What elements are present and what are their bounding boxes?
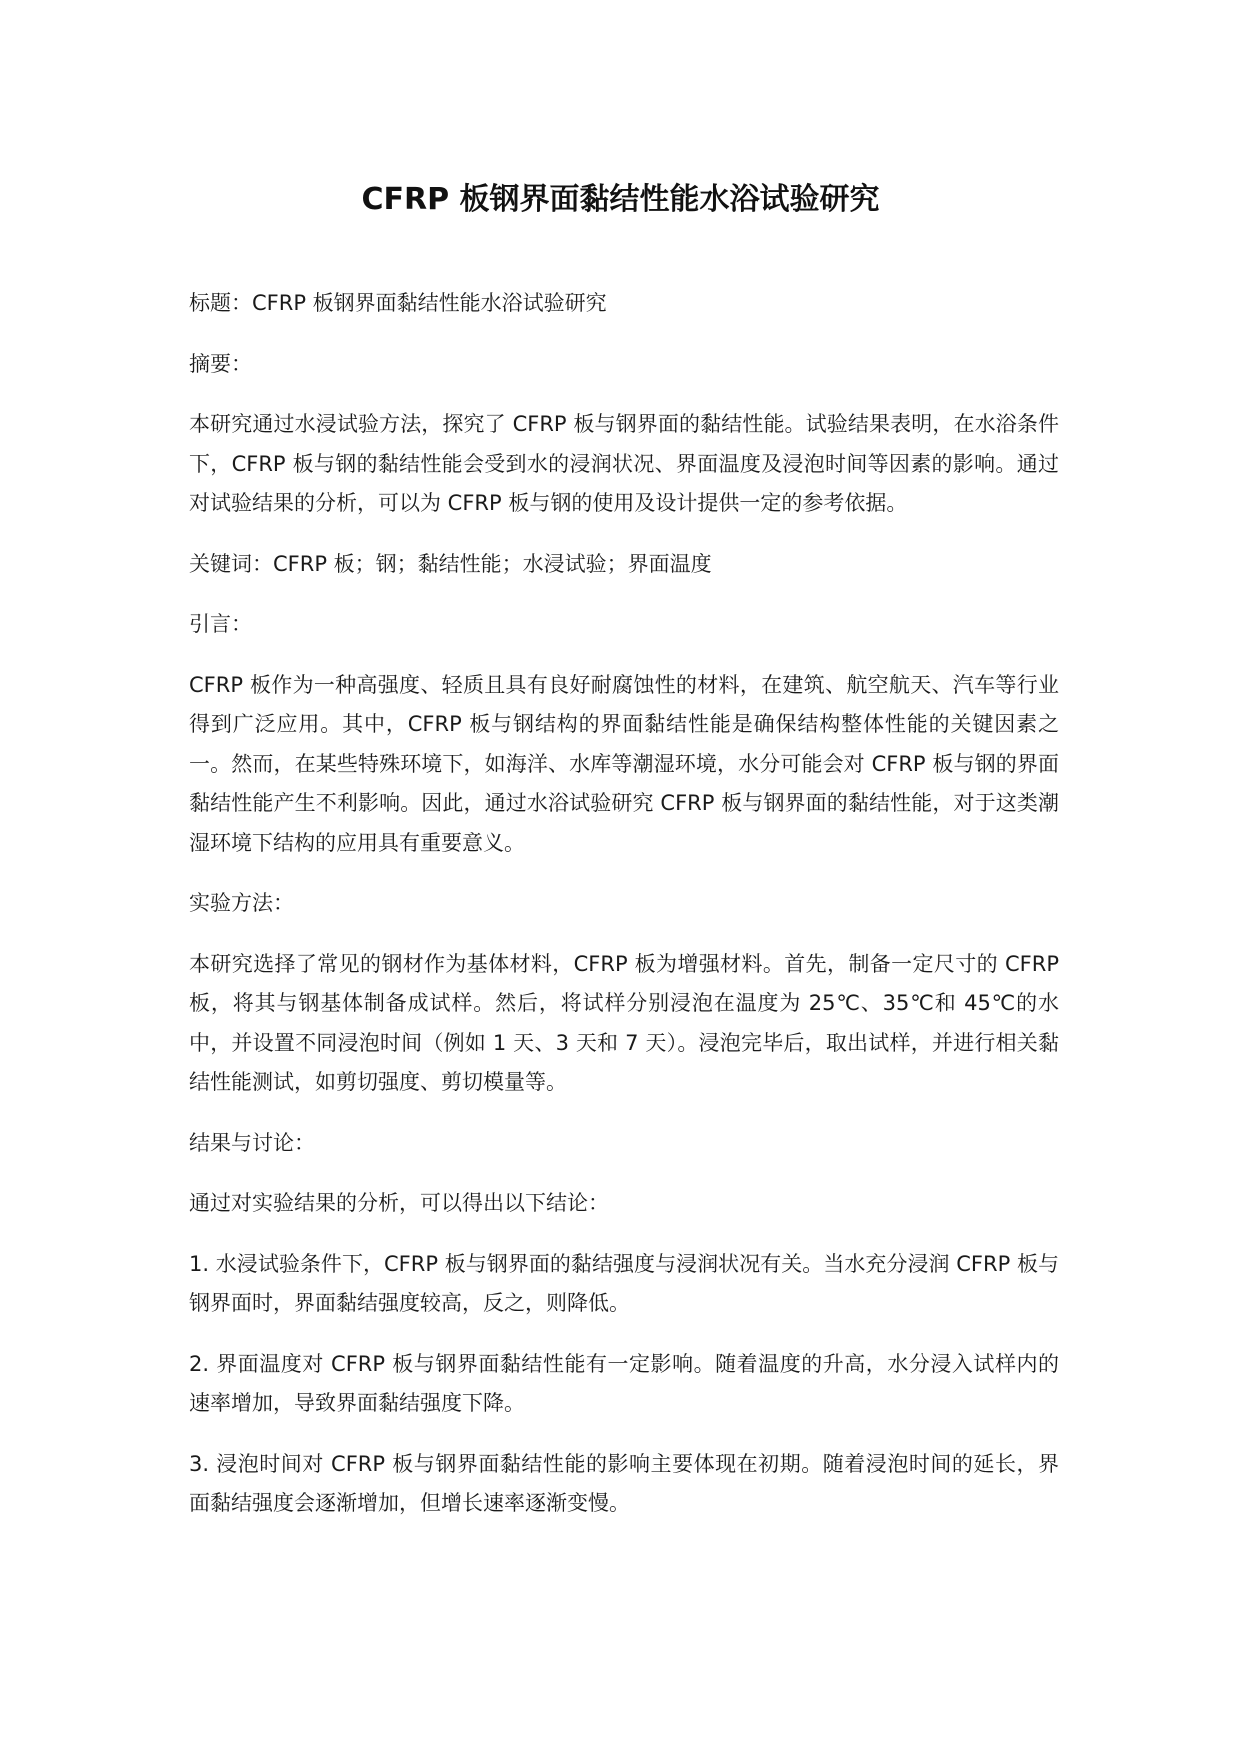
paragraph-results-intro: 通过对实验结果的分析，可以得出以下结论：: [189, 1191, 609, 1215]
heading-method: 实验方法：: [189, 891, 294, 915]
paragraph-title-line: 标题：CFRP 板钢界面黏结性能水浴试验研究: [189, 291, 607, 315]
paragraph-conclusion-3: 3. 浸泡时间对 CFRP 板与钢界面黏结性能的影响主要体现在初期。随着浸泡时间的延长，界面黏结强度会逐渐增加，但增长速率逐渐变慢。: [189, 1451, 1059, 1515]
paragraph-conclusion-2: 2. 界面温度对 CFRP 板与钢界面黏结性能有一定影响。随着温度的升高，水分浸入试样内的速率增加，导致界面黏结强度下降。: [189, 1351, 1059, 1415]
page-title: CFRP 板钢界面黏结性能水浴试验研究: [361, 182, 880, 217]
heading-results: 结果与讨论：: [189, 1130, 315, 1155]
paragraph-keywords: 关键词：CFRP 板；钢；黏结性能；水浸试验；界面温度: [189, 551, 712, 576]
document-body: [189, 284, 1059, 1545]
heading-introduction: 引言：: [189, 612, 252, 636]
paragraph-introduction: CFRP 板作为一种高强度、轻质且具有良好耐腐蚀性的材料，在建筑、航空航天、汽车等行业得到广泛应用。其中，CFRP 板与钢结构的界面黏结性能是确保结构整体性能的关键因素之一。然而，在某些特殊环境下，如海洋、水库等潮湿环境，水分可能会对 CFRP 板与钢的界面黏结性能产生不利影响。因此，通过水浴试验研究 CFRP 板与钢界面的黏结性能，对于这类潮湿环境下结构的应用具有重要意义。: [189, 672, 1059, 855]
paragraph-conclusion-1: 1. 水浸试验条件下，CFRP 板与钢界面的黏结强度与浸润状况有关。当水充分浸润 CFRP 板与钢界面时，界面黏结强度较高，反之，则降低。: [189, 1251, 1059, 1315]
heading-abstract: 摘要：: [189, 351, 252, 376]
paragraph-method: 本研究选择了常见的钢材作为基体材料，CFRP 板为增强材料。首先，制备一定尺寸的 CFRP 板，将其与钢基体制备成试样。然后，将试样分别浸泡在温度为 25℃、35℃和 45℃的水中，并设置不同浸泡时间（例如 1 天、3 天和 7 天）。浸泡完毕后，取出试样，并进行相关黏结性能测试，如剪切强度、剪切模量等。: [189, 951, 1059, 1094]
paragraph-abstract: 本研究通过水浸试验方法，探究了 CFRP 板与钢界面的黏结性能。试验结果表明，在水浴条件下，CFRP 板与钢的黏结性能会受到水的浸润状况、界面温度及浸泡时间等因素的影响。通过对试验结果的分析，可以为 CFRP 板与钢的使用及设计提供一定的参考依据。: [189, 412, 1059, 515]
